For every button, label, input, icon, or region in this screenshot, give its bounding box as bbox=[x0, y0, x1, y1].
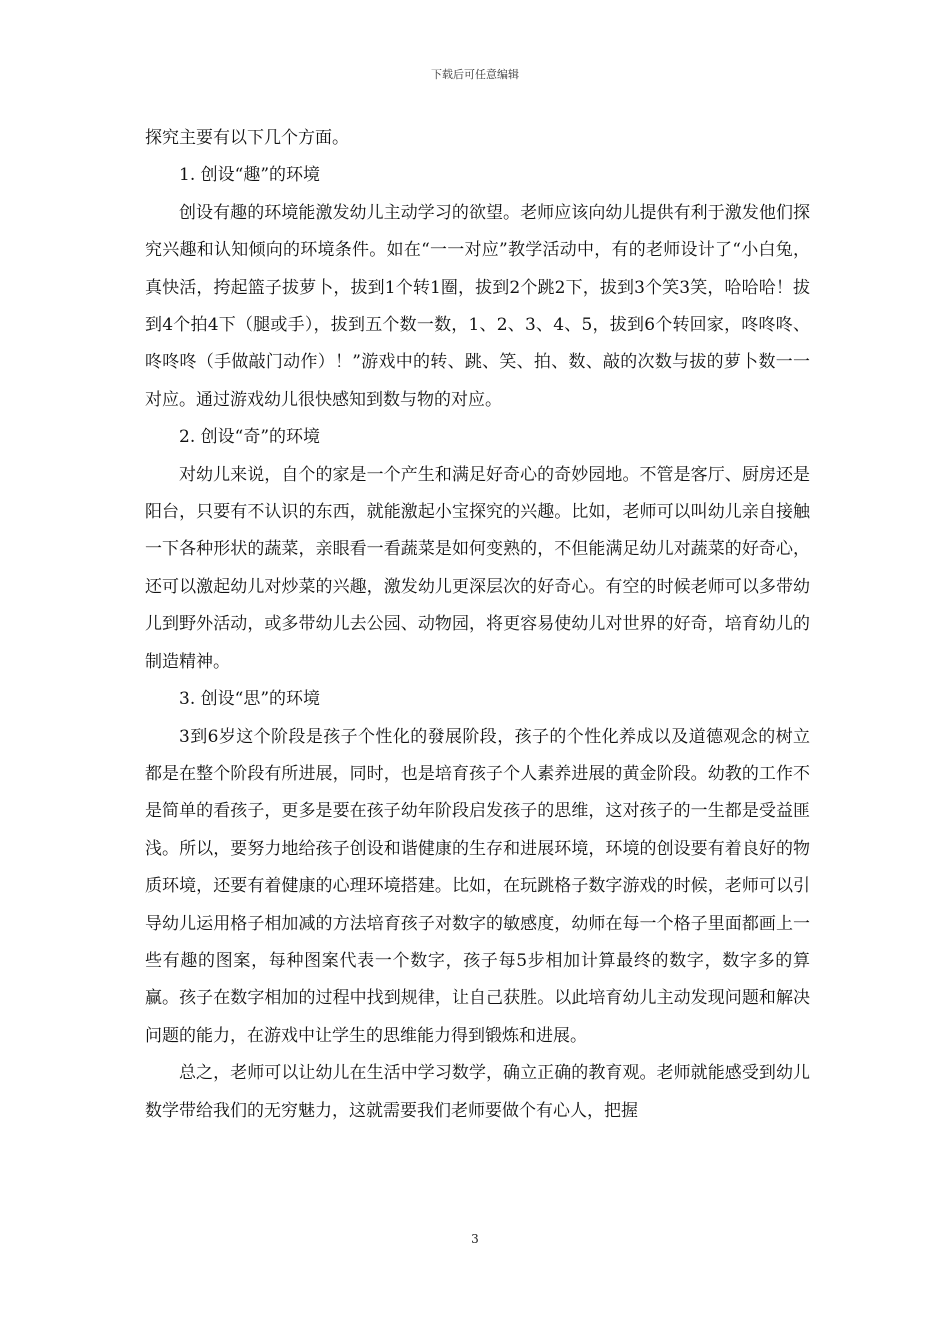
page-number: 3 bbox=[471, 1232, 479, 1246]
section-heading-1: 1. 创设“趣”的环境 bbox=[179, 165, 321, 186]
section-heading-3: 3. 创设“思”的环境 bbox=[179, 689, 321, 710]
paragraph-section-3: 3到6岁这个阶段是孩子个性化的發展阶段，孩子的个性化养成以及道德观念的树立都是在整个阶段有所进展，同时，也是培育孩子个人素养进展的黄金阶段。幼教的工作不是简单的看孩子，更多是要在孩子幼年阶段启发孩子的思维，这对孩子的一生都是受益匪浅。所以，要努力地给孩子创设和谐健康的生存和进展环境，环境的创设要有着良好的物质环境，还要有着健康的心理环境搭建。比如，在玩跳格子数字游戏的时候，老师可以引导幼儿运用格子相加减的方法培育孩子对数字的敏感度，幼师在每一个格子里面都画上一些有趣的图案，每种图案代表一个数字，孩子每5步相加计算最终的数字，数字多的算赢。孩子在数字相加的过程中找到规律，让自己获胜。以此培育幼儿主动发现问题和解决问题的能力，在游戏中让学生的思维能力得到锻炼和进展。 bbox=[145, 726, 810, 1046]
paragraph-conclusion: 总之，老师可以让幼儿在生活中学习数学，确立正确的教育观。老师就能感受到幼儿数学带给我们的无穷魅力，这就需要我们老师要做个有心人，把握 bbox=[145, 1063, 810, 1121]
paragraph-section-2: 对幼儿来说，自个的家是一个产生和满足好奇心的奇妙园地。不管是客厅、厨房还是阳台，只要有不认识的东西，就能激起小宝探究的兴趣。比如，老师可以叫幼儿亲自接触一下各种形状的蔬菜，亲眼看一看蔬菜是如何变熟的，不但能满足幼儿对蔬菜的好奇心，还可以激起幼儿对炒菜的兴趣，激发幼儿更深层次的好奇心。有空的时候老师可以多带幼儿到野外活动，或多带幼儿去公园、动物园，将更容易使幼儿对世界的好奇，培育幼儿的制造精神。 bbox=[145, 464, 810, 672]
page-header: 下载后可任意编辑 bbox=[431, 68, 519, 81]
paragraph-intro-continuation: 探究主要有以下几个方面。 bbox=[145, 128, 349, 148]
section-heading-2: 2. 创设“奇”的环境 bbox=[179, 427, 321, 448]
body-text bbox=[145, 120, 810, 1130]
paragraph-section-1: 创设有趣的环境能激发幼儿主动学习的欲望。老师应该向幼儿提供有利于激发他们探究兴趣和认知倾向的环境条件。如在“一一对应”教学活动中，有的老师设计了“小白兔，真快活，挎起篮子拔萝卜，拔到1个转1圈，拔到2个跳2下，拔到3个笑3笑，哈哈哈！拔到4个拍4下（腿或手），拔到五个数一数，1、2、3、4、5，拔到6个转回家，咚咚咚、咚咚咚（手做敲门动作）！”游戏中的转、跳、笑、拍、数、敲的次数与拔的萝卜数一一对应。通过游戏幼儿很快感知到数与物的对应。 bbox=[145, 202, 810, 410]
